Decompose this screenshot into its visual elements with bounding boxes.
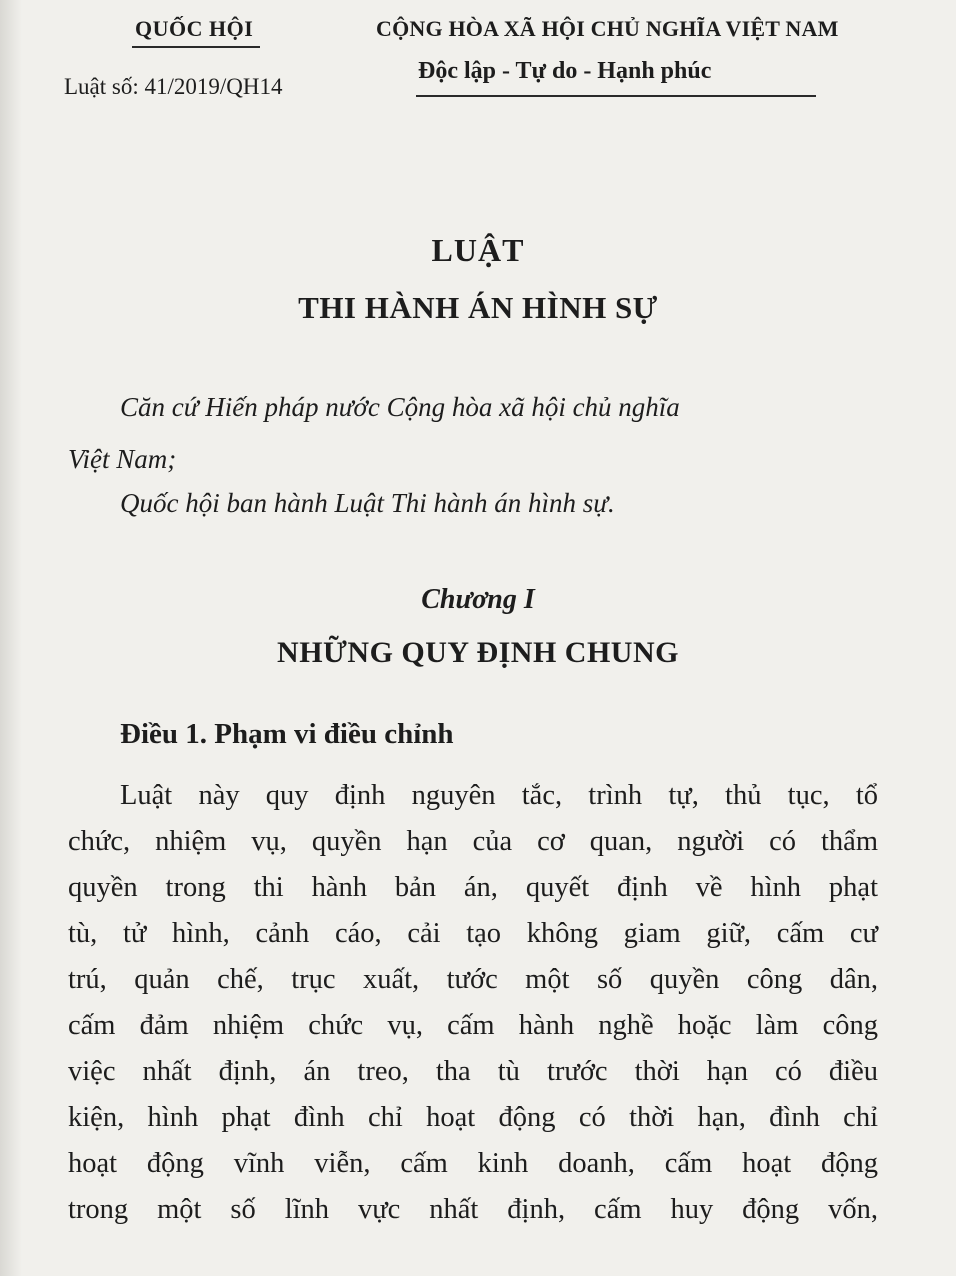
article-body-line: trong một số lĩnh vực nhất định, cấm huy động vốn, [68,1194,878,1225]
article-body-line: quyền trong thi hành bản án, quyết định về hình phạt [68,872,878,903]
intro-line-3: Quốc hội ban hành Luật Thi hành án hình sự. [120,488,615,518]
issuing-body: QUỐC HỘI [135,16,254,41]
chapter-label: Chương I [421,584,535,615]
article-body-line: cấm đảm nhiệm chức vụ, cấm hành nghề hoặc làm công [68,1010,878,1041]
article-body-line: chức, nhiệm vụ, quyền hạn của cơ quan, người có thẩm [68,826,878,857]
intro-line-1: Căn cứ Hiến pháp nước Cộng hòa xã hội chủ nghĩa [120,392,680,422]
article-body-line: việc nhất định, án treo, tha tù trước thời hạn có điều [68,1056,878,1087]
intro-line-2: Việt Nam; [68,444,177,474]
article-body-line: tù, tử hình, cảnh cáo, cải tạo không giam giữ, cấm cư [68,918,878,949]
republic-name: CỘNG HÒA XÃ HỘI CHỦ NGHĨA VIỆT NAM [376,16,839,41]
law-number: Luật số: 41/2019/QH14 [64,74,283,99]
issuing-body-underline [132,46,260,48]
document-title: LUẬT [431,232,525,268]
chapter-title: NHỮNG QUY ĐỊNH CHUNG [277,636,679,669]
article-body-line: Luật này quy định nguyên tắc, trình tự, thủ tục, tổ [120,780,878,811]
law-name: THI HÀNH ÁN HÌNH SỰ [298,290,658,325]
article-body-line: kiện, hình phạt đình chỉ hoạt động có thời hạn, đình chỉ [68,1102,878,1133]
article-body-line: hoạt động vĩnh viễn, cấm kinh doanh, cấm hoạt động [68,1148,878,1179]
national-motto: Độc lập - Tự do - Hạnh phúc [418,58,712,84]
article-heading: Điều 1. Phạm vi điều chỉnh [120,718,454,750]
motto-underline [416,95,816,97]
article-body-line: trú, quản chế, trục xuất, tước một số quyền công dân, [68,964,878,995]
